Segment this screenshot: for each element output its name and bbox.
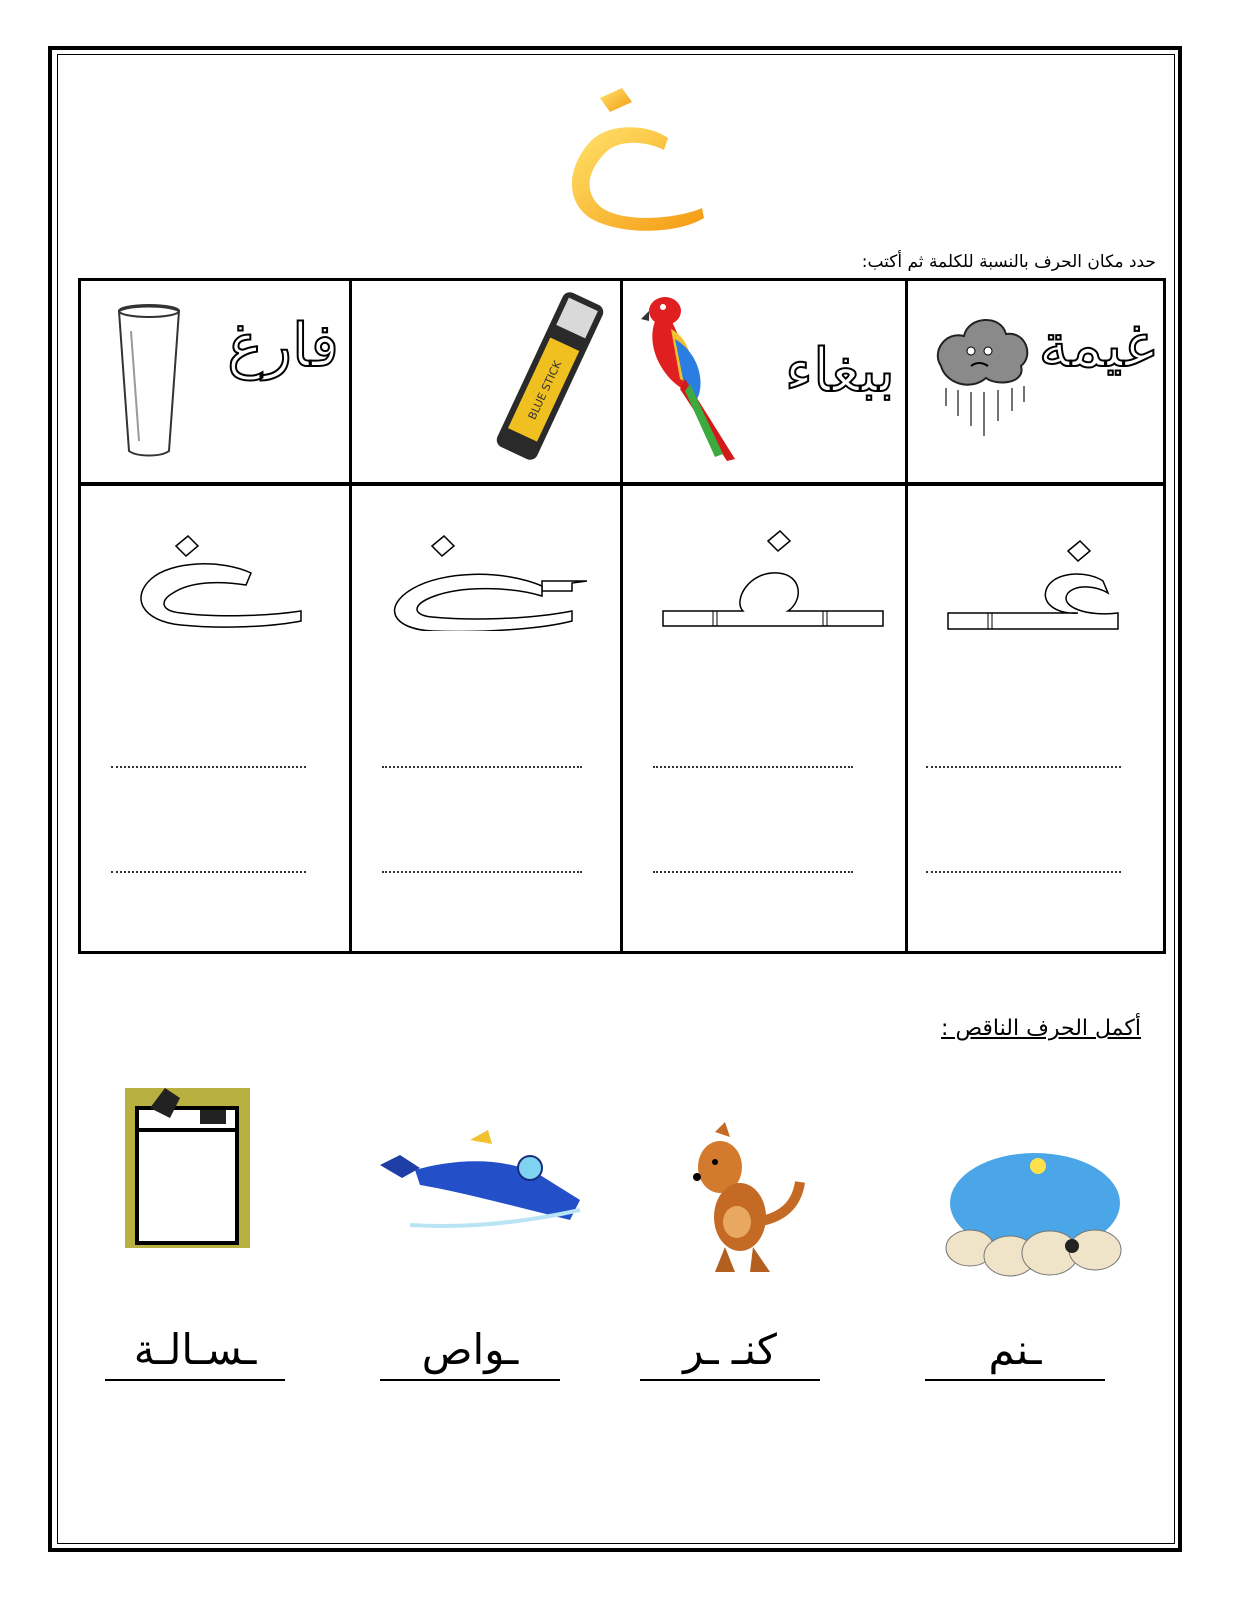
- fill-text: ـسـالـة: [133, 1325, 257, 1374]
- cloud-icon: [926, 306, 1036, 446]
- glue-stick-icon: [490, 281, 610, 471]
- writing-line[interactable]: [653, 766, 853, 768]
- writing-line[interactable]: [382, 766, 582, 768]
- trace-letter-final-connected: [372, 511, 602, 631]
- fill-text: كنـ ـر: [683, 1325, 777, 1374]
- writing-line[interactable]: [111, 766, 306, 768]
- answer-line[interactable]: [640, 1379, 820, 1381]
- cell-ghaima: [908, 281, 1163, 482]
- word-babbagha: ببغاء: [784, 336, 895, 406]
- cell-farigh: [81, 281, 352, 482]
- writing-line[interactable]: [111, 871, 306, 873]
- big-letter-ghain: [560, 80, 740, 250]
- trace-letter-initial: [928, 511, 1158, 631]
- writing-line[interactable]: [653, 871, 853, 873]
- fill-item-kangaroo[interactable]: [640, 1325, 820, 1385]
- trace-cell-initial: [908, 486, 1163, 951]
- instruction-text: حدد مكان الحرف بالنسبة للكلمة ثم أكتب:: [861, 252, 1156, 272]
- sheep-icon: [940, 1148, 1130, 1293]
- writing-line[interactable]: [382, 871, 582, 873]
- trace-cell-final: [81, 486, 352, 951]
- word-ghaima: غيمة: [1038, 311, 1155, 381]
- big-letter-text: غ: [560, 80, 561, 81]
- diver-icon: [380, 1130, 600, 1240]
- glue-stick-label: BLUE STICK: [525, 358, 565, 422]
- trace-letter-medial: [643, 511, 893, 631]
- answer-line[interactable]: [925, 1379, 1105, 1381]
- cell-babbagha: [623, 281, 908, 482]
- fill-text: ـنم: [988, 1325, 1042, 1374]
- fill-item-ghassala[interactable]: [105, 1325, 285, 1385]
- trace-cell-medial: [623, 486, 908, 951]
- words-row: [81, 281, 1163, 486]
- fill-text: ـواص: [421, 1325, 519, 1374]
- trace-cell-final-connected: [352, 486, 623, 951]
- fill-item-ghanam[interactable]: [925, 1325, 1105, 1385]
- tracing-row: [81, 486, 1163, 951]
- cell-glue-stick: [352, 281, 623, 482]
- answer-line[interactable]: [105, 1379, 285, 1381]
- parrot-icon: [635, 289, 745, 464]
- washing-machine-icon: [125, 1088, 250, 1248]
- writing-line[interactable]: [926, 766, 1121, 768]
- word-farigh: فارغ: [227, 311, 339, 381]
- glass-icon: [111, 301, 186, 461]
- answer-line[interactable]: [380, 1379, 560, 1381]
- trace-letter-final: [101, 511, 331, 631]
- writing-line[interactable]: [926, 871, 1121, 873]
- section2-title: أكمل الحرف الناقص :: [941, 1016, 1141, 1041]
- letter-table: [78, 278, 1166, 954]
- fill-item-ghawwas[interactable]: [380, 1325, 560, 1385]
- kangaroo-icon: [675, 1122, 805, 1277]
